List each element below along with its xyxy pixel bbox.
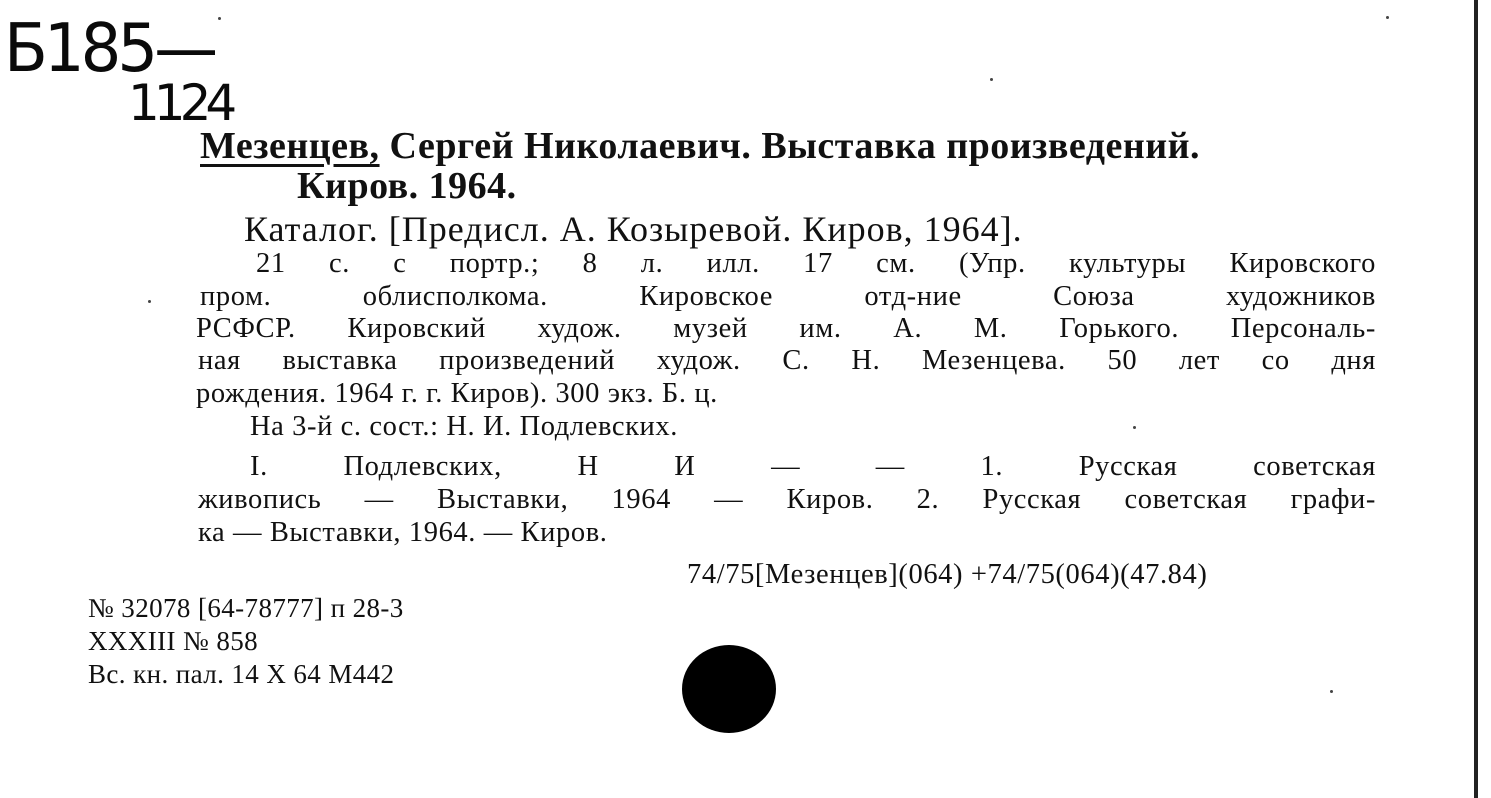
compiler-line: На 3-й с. сост.: Н. И. Подлевских. xyxy=(250,411,678,442)
author-surname: Мезенцев, xyxy=(200,125,380,167)
description-line-2: пром. облисполкома. Кировское отд-ние Союза художников xyxy=(200,281,1376,312)
dust-speck xyxy=(1386,16,1389,19)
classification-index: 74/75[Мезенцев](064) +74/75(064)(47.84) xyxy=(687,559,1208,590)
card-punch-hole xyxy=(682,645,776,733)
description-line-1: 21 с. с портр.; 8 л. илл. 17 см. (Упр. культуры Кировского xyxy=(256,248,1376,279)
handwritten-shelfmark: Б185— xyxy=(4,10,215,88)
footer-line-2: XXXIII № 858 xyxy=(88,626,259,656)
dust-speck xyxy=(148,300,151,303)
subject-line-3: ка — Выставки, 1964. — Киров. xyxy=(198,517,608,548)
subject-line-1: I. Подлевских, Н И — — 1. Русская советская xyxy=(250,451,1376,482)
subject-line-2: живопись — Выставки, 1964 — Киров. 2. Русская советская графи- xyxy=(198,484,1376,515)
description-line-3: РСФСР. Кировский худож. музей им. А. М. Горького. Персональ- xyxy=(196,313,1376,344)
dust-speck xyxy=(1330,690,1333,693)
card-right-edge xyxy=(1474,0,1478,798)
heading-line-2: Киров. 1964. xyxy=(297,165,517,207)
description-line-4: ная выставка произведений худож. С. Н. Мезенцева. 50 лет со дня xyxy=(198,345,1376,376)
dust-speck xyxy=(218,17,221,20)
dust-speck xyxy=(1133,426,1136,429)
footer-line-1: № 32078 [64-78777] п 28-3 xyxy=(88,593,404,623)
handwritten-number: 1124 xyxy=(128,74,232,132)
footer-line-3: Вс. кн. пал. 14 X 64 М442 xyxy=(88,659,395,689)
title-line: Каталог. [Предисл. А. Козыревой. Киров, 1964]. xyxy=(244,209,1023,249)
heading-rest: Сергей Николаевич. Выставка произведений. xyxy=(389,125,1201,167)
dust-speck xyxy=(990,78,993,81)
heading-line-1 xyxy=(200,124,1200,168)
description-line-5: рождения. 1964 г. г. Киров). 300 экз. Б. ц. xyxy=(196,378,718,409)
